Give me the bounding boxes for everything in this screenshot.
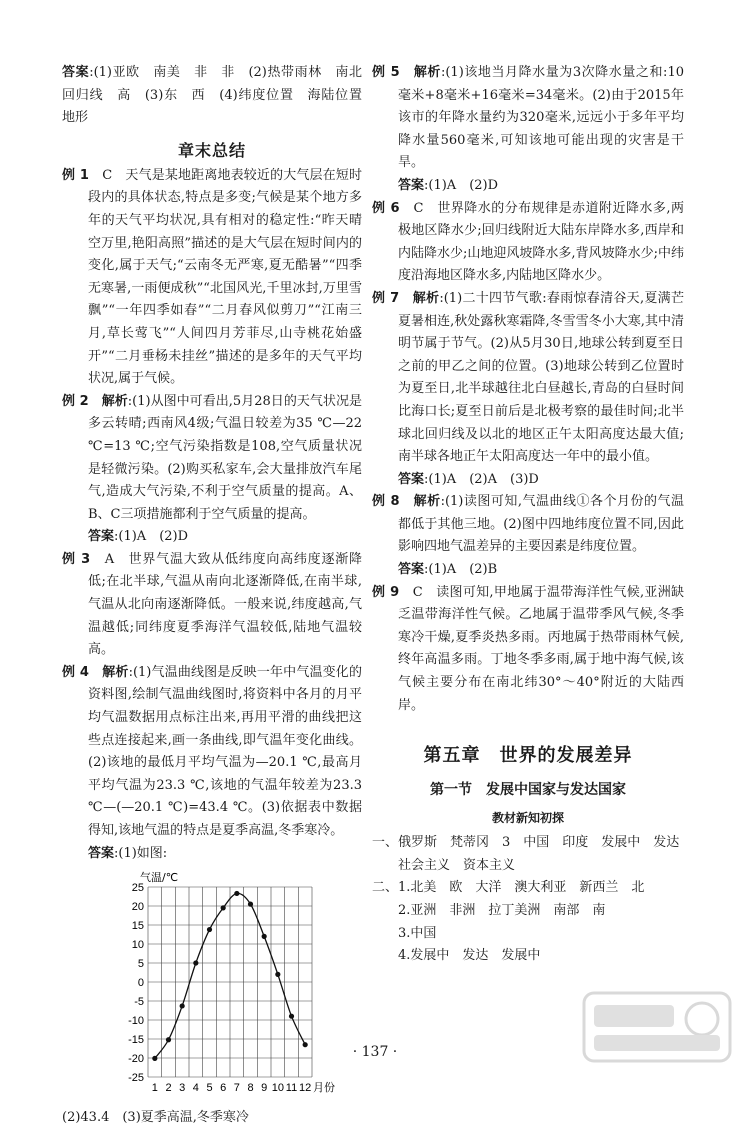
example-text: C 天气是某地距离地表较近的大气层在短时段内的具体状态,特点是多变;气候是某个地方多年的天气平均状况,具有相对的稳定性:“昨天晴空万里,艳阳高照”描述的是大气层在短时间内的变化,属于天气;“云南冬无严寒,夏无酷暑”“四季无寒暑,一雨便成秋”“北国风光,千里冰封,万里雪飘”“一年四季如春”“二月春风似剪刀”“江南三月,草长莺飞”“人间四月芳菲尽,山寺桃花始盛开”“二月垂杨未挂丝”描述的是多年的天气平均状况,属于气候。 bbox=[88, 167, 362, 387]
section-title-chapter-summary: 章末总结 bbox=[177, 140, 246, 160]
example-label: 例 5 bbox=[372, 65, 400, 80]
page-number: · 137 · bbox=[352, 1044, 398, 1060]
analysis-label: 解析 bbox=[413, 494, 441, 510]
example-text: :(1)气温曲线图是反映一年中气温变化的资料图,绘制气温曲线图时,将资料中各月的月平均气温数据用点标注出来,再用平滑的曲线把这些点连接起来,画一条曲线,即气温年变化曲线。(2)该地的最低月平均气温为—20.1 ℃,最高月平均气温为23.3 ℃,该地的气温年较差为23.3 ℃—(—20.1 ℃)=43.4 ℃。(3)依据表中数据得知,该地气温的特点是夏季高温,冬季寒冷。 bbox=[88, 664, 362, 838]
x-tick-label: 12 bbox=[299, 1082, 312, 1095]
data-point bbox=[289, 1014, 294, 1019]
example-2 bbox=[62, 391, 362, 527]
y-axis-label: 气温/℃ bbox=[140, 871, 179, 885]
data-point bbox=[262, 934, 267, 939]
example-label: 例 9 bbox=[372, 584, 400, 600]
analysis-label: 解析 bbox=[412, 290, 440, 306]
example-label: 例 1 bbox=[62, 167, 89, 183]
answer-label: 答案 bbox=[62, 65, 90, 80]
answer-7 bbox=[372, 469, 684, 492]
answer-label: 答案 bbox=[88, 845, 115, 861]
answer-label: 答案 bbox=[88, 529, 115, 545]
data-point bbox=[207, 927, 212, 932]
y-tick-label: 5 bbox=[137, 958, 144, 971]
answer-5 bbox=[372, 175, 684, 198]
analysis-label: 解析 bbox=[101, 393, 128, 409]
example-label: 例 3 bbox=[62, 551, 91, 567]
x-tick-label: 3 bbox=[179, 1082, 186, 1095]
answer-8 bbox=[372, 559, 684, 582]
example-text: :(1)读图可知,气温曲线①各个月份的气温都低于其他三地。(2)图中四地纬度位置不同,因此影响四地气温差异的主要因素是纬度位置。 bbox=[398, 494, 684, 555]
y-tick-label: -20 bbox=[128, 1053, 144, 1066]
y-tick-label: 15 bbox=[131, 920, 144, 933]
temperature-line-chart bbox=[112, 867, 342, 1107]
x-tick-label: 11 bbox=[285, 1082, 298, 1095]
x-tick-label: 1 bbox=[151, 1082, 158, 1095]
watermark-logo bbox=[582, 991, 732, 1063]
right-column bbox=[372, 62, 684, 968]
example-1 bbox=[62, 165, 362, 391]
subsection-title: 教材新知初探 bbox=[491, 811, 564, 826]
answer-text: :(1)A (2)A (3)D bbox=[424, 471, 539, 487]
example-9 bbox=[372, 582, 684, 718]
answer-label: 答案 bbox=[398, 471, 425, 487]
data-point bbox=[234, 891, 239, 896]
answer-label: 答案 bbox=[398, 177, 425, 193]
answer-block-0 bbox=[62, 62, 376, 130]
y-tick-label: 20 bbox=[131, 901, 144, 914]
answer-text: :(1)A (2)D bbox=[424, 177, 499, 193]
example-text: :(1)从图中可看出,5月28日的天气状况是多云转晴;西南风4级;气温日较差为35 ℃—22 ℃=13 ℃;空气污染指数是108,空气质量状况是轻微污染。(2)购买私家车,会大量排放汽车尾气,造成大气污染,不利于空气质量的提高。A、B、C三项措施都利于空气质量的提高。 bbox=[88, 393, 362, 522]
data-point bbox=[193, 961, 198, 966]
answer-line: 2.亚洲 非洲 拉丁美洲 南部 南 bbox=[398, 903, 606, 918]
y-tick-label: -10 bbox=[128, 1015, 144, 1028]
x-tick-label: 8 bbox=[247, 1082, 254, 1095]
example-text: C 读图可知,甲地属于温带海洋性气候,亚洲缺乏温带海洋性气候。乙地属于温带季风气候,冬季寒冷干燥,夏季炎热多雨。丙地属于热带雨林气候,终年高温多雨。丁地冬季多雨,属于地中海气候,该气候主要分布在南北纬30°～40°附近的大陆西岸。 bbox=[398, 584, 684, 713]
x-tick-label: 6 bbox=[220, 1082, 227, 1095]
y-tick-label: -15 bbox=[128, 1034, 144, 1047]
x-tick-label: 5 bbox=[206, 1082, 213, 1095]
y-tick-label: -5 bbox=[134, 996, 144, 1009]
example-label: 例 8 bbox=[372, 494, 400, 510]
x-tick-label: 4 bbox=[192, 1082, 199, 1095]
answer-text: :(1)如图: bbox=[114, 845, 168, 861]
example-text: A 世界气温大致从低纬度向高纬度逐渐降低;在北半球,气温从南向北逐渐降低,在南半球,气温从北向南逐渐降低。一般来说,纬度越高,气温越低;同纬度夏季海洋气温较低,陆地气温较高。 bbox=[88, 551, 362, 658]
example-8 bbox=[372, 491, 684, 559]
answer-2 bbox=[62, 526, 362, 549]
y-tick-label: 0 bbox=[137, 977, 144, 990]
x-tick-label: 2 bbox=[165, 1082, 172, 1095]
example-label: 例 4 bbox=[62, 664, 89, 680]
y-tick-label: -25 bbox=[128, 1072, 144, 1085]
x-axis-label: 月份 bbox=[313, 1081, 335, 1095]
answer-4-continued: (2)43.4 (3)夏季高温,冬季寒冷 bbox=[62, 1110, 249, 1126]
example-label: 例 7 bbox=[372, 290, 400, 306]
data-point bbox=[166, 1037, 171, 1042]
data-point bbox=[180, 1004, 185, 1009]
x-tick-label: 10 bbox=[271, 1082, 284, 1095]
chapter-title: 第五章 世界的发展差异 bbox=[423, 745, 633, 767]
x-tick-label: 9 bbox=[261, 1082, 268, 1095]
data-point bbox=[248, 902, 253, 907]
example-text: :(1)二十四节气歌:春雨惊春清谷天,夏满芒夏暑相连,秋处露秋寒霜降,冬雪雪冬小大寒,其中清明节属于节气。(2)从5月30日,地球公转到夏至日之前的甲乙之间的位置。(3)地球公转到乙位置时为夏至日,北半球越往北白昼越长,青岛的白昼时间比海口长;夏至日前后是北极考察的最佳时间;北半球北回归线及以北的地区正午太阳高度达最大值;南半球各地正午太阳高度达一年中的最小值。 bbox=[398, 290, 684, 465]
answer-4 bbox=[62, 843, 362, 866]
analysis-label: 解析 bbox=[413, 65, 441, 80]
example-text: :(1)该地当月降水量为3次降水量之和:10毫米+8毫米+16毫米=34毫米。(2)由于2015年该市的年降水量约为320毫米,远远小于多年平均降水量560毫米,可知该地可能出现的灾害是干旱。 bbox=[398, 65, 684, 171]
y-tick-label: 10 bbox=[131, 939, 144, 952]
y-tick-label: 25 bbox=[131, 882, 144, 895]
example-label: 例 2 bbox=[62, 393, 89, 409]
example-6 bbox=[372, 198, 684, 288]
answer-line: 一、俄罗斯 梵蒂冈 3 中国 印度 发展中 发达 bbox=[372, 835, 680, 851]
answer-label: 答案 bbox=[398, 562, 425, 578]
section-title: 第一节 发展中国家与发达国家 bbox=[430, 782, 626, 799]
example-5 bbox=[372, 62, 684, 175]
example-text: C 世界降水的分布规律是赤道附近降水多,两极地区降水少;回归线附近大陆东岸降水多,西岸和内陆降水少;山地迎风坡降水多,背风坡降水少;中纬度沿海地区降水多,内陆地区降水少。 bbox=[398, 200, 684, 284]
example-7 bbox=[372, 288, 684, 469]
answer-text: :(1)亚欧 南美 非 非 (2)热带雨林 南北回归线 高 (3)东 西 (4)纬度位置 海陆位置 地形 bbox=[62, 65, 376, 126]
answer-line: 4.发展中 发达 发展中 bbox=[398, 948, 541, 964]
example-label: 例 6 bbox=[372, 200, 400, 216]
answer-line: 社会主义 资本主义 bbox=[398, 857, 516, 873]
answer-text: :(1)A (2)B bbox=[424, 562, 498, 578]
answer-line: 3.中国 bbox=[398, 925, 437, 941]
data-point bbox=[221, 905, 226, 910]
analysis-label: 解析 bbox=[102, 664, 129, 680]
x-tick-label: 7 bbox=[233, 1082, 240, 1095]
example-3 bbox=[62, 549, 362, 662]
answer-line: 二、1.北美 欧 大洋 澳大利亚 新西兰 北 bbox=[372, 880, 645, 896]
answer-text: :(1)A (2)D bbox=[114, 529, 189, 545]
example-4 bbox=[62, 662, 362, 843]
data-point bbox=[275, 972, 280, 977]
